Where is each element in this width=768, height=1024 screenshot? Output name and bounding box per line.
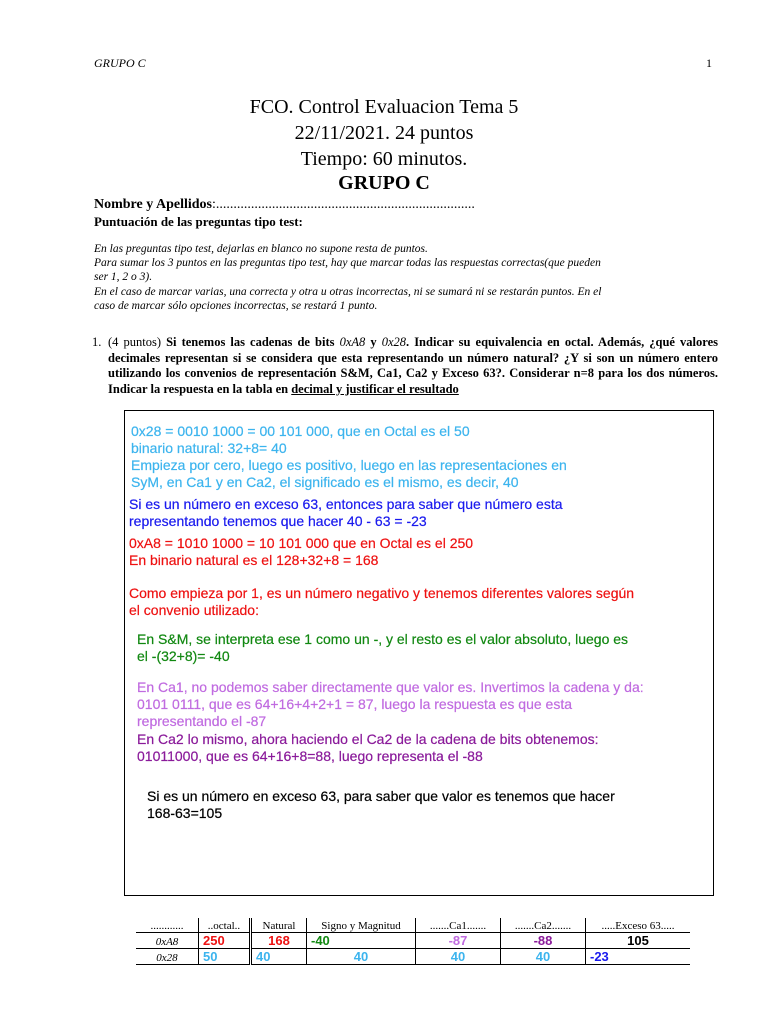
instruction-blank: En las preguntas tipo test, dejarlas en blanco no supone resta de puntos. xyxy=(94,243,428,255)
table-cell xyxy=(251,949,307,965)
table-cell-value: 250 xyxy=(203,933,225,948)
table-cell xyxy=(501,949,586,965)
answer-line-a3: Empieza por cero, luego es positivo, luego en las representaciones en xyxy=(131,457,567,473)
question-code-1: 0xA8 xyxy=(339,335,366,349)
table-cell-value: 168 xyxy=(268,933,290,948)
page-number: 1 xyxy=(706,56,712,70)
question-code-2: 0x28 xyxy=(381,335,406,349)
table-row xyxy=(136,949,690,965)
running-header: GRUPO C xyxy=(94,56,146,70)
name-field-label: Nombre y Apellidos xyxy=(94,197,212,212)
instruction-mixed-a: En el caso de marcar varias, una correcta y otra u otras incorrectas, ni se sumará ni se restarán puntos. En el xyxy=(94,286,602,298)
table-header-cell: Natural xyxy=(251,918,307,933)
table-header-row xyxy=(136,918,690,933)
table-header-cell: ..octal.. xyxy=(199,918,251,933)
instruction-sum-b: ser 1, 2 o 3). xyxy=(94,271,153,283)
name-field xyxy=(94,197,475,213)
table-cell xyxy=(416,933,501,949)
answer-line-h2: 168-63=105 xyxy=(147,805,223,821)
question-text-4: decimal y justificar el resultado xyxy=(291,381,459,396)
question-number: 1. xyxy=(92,335,102,349)
answer-line-f1: En Ca1, no podemos saber directamente que valor es. Invertimos la cadena y da: xyxy=(137,679,644,695)
table-row-label: 0xA8 xyxy=(136,933,199,949)
table-row xyxy=(136,933,690,949)
answer-line-d1: Como empieza por 1, es un número negativo y tenemos diferentes valores según xyxy=(129,585,635,601)
table-cell xyxy=(416,949,501,965)
answer-line-a2: binario natural: 32+8= 40 xyxy=(131,440,287,456)
exam-title: FCO. Control Evaluacion Tema 5 xyxy=(249,96,519,118)
table-cell xyxy=(199,949,251,965)
table-cell xyxy=(501,933,586,949)
instruction-mixed-b: caso de marcar sólo opciones incorrectas, se restará 1 punto. xyxy=(94,300,378,312)
table-header-cell: .....Exceso 63..... xyxy=(586,918,691,933)
table-header-cell: ............ xyxy=(136,918,199,933)
answer-line-g1: En Ca2 lo mismo, ahora haciendo el Ca2 de la cadena de bits obtenemos: xyxy=(137,731,599,747)
table-cell-value: 40 xyxy=(450,949,466,964)
table-cell xyxy=(307,949,416,965)
question-1 xyxy=(92,335,719,397)
results-table xyxy=(136,918,690,965)
answer-line-h1: Si es un número en exceso 63, para saber que valor es tenemos que hacer xyxy=(147,788,615,804)
table-cell-value: 40 xyxy=(256,949,271,964)
instruction-sum-a: Para sumar los 3 puntos en las preguntas tipo test, hay que marcar todas las respuestas correctas(que pueden xyxy=(94,257,601,269)
question-points: (4 puntos) xyxy=(108,335,161,349)
table-cell-value: 50 xyxy=(203,949,218,964)
answer-line-f2: 0101 0111, que es 64+16+4+2+1 = 87, luego la respuesta es que esta xyxy=(137,696,573,712)
table-cell xyxy=(307,933,416,949)
exam-time: Tiempo: 60 minutos. xyxy=(300,148,468,170)
answer-line-a4: SyM, en Ca1 y en Ca2, el significado es el mismo, es decir, 40 xyxy=(131,474,519,490)
table-header-cell: .......Ca2....... xyxy=(501,918,586,933)
answer-line-a1: 0x28 = 0010 1000 = 00 101 000, que en Octal es el 50 xyxy=(131,423,470,439)
table-cell xyxy=(251,933,307,949)
exam-date-points: 22/11/2021. 24 puntos xyxy=(294,122,474,144)
table-cell-value: 40 xyxy=(535,949,551,964)
table-cell xyxy=(586,949,691,965)
table-cell-value: 40 xyxy=(353,949,369,964)
name-field-dots: :.......................................................................... xyxy=(211,197,475,212)
table-cell-value: 105 xyxy=(627,933,649,948)
answer-line-e2: el -(32+8)= -40 xyxy=(137,648,230,664)
answer-line-g2: 01011000, que es 64+16+8=88, luego representa el -88 xyxy=(137,748,483,764)
table-row-label: 0x28 xyxy=(136,949,199,965)
answer-line-e1: En S&M, se interpreta ese 1 como un -, y el resto es el valor absoluto, luego es xyxy=(137,631,629,647)
table-cell xyxy=(199,933,251,949)
answer-line-b2: representando tenemos que hacer 40 - 63 = -23 xyxy=(129,513,427,529)
table-cell-value: -23 xyxy=(590,949,609,964)
table-cell-value: -40 xyxy=(311,933,330,948)
table-header-cell: Signo y Magnitud xyxy=(307,918,416,933)
answer-line-d2: el convenio utilizado: xyxy=(129,602,259,618)
table-header-cell: .......Ca1....... xyxy=(416,918,501,933)
scoring-heading: Puntuación de las preguntas tipo test: xyxy=(94,214,303,229)
answer-line-f3: representando el -87 xyxy=(137,713,267,729)
answer-line-c1: 0xA8 = 1010 1000 = 10 101 000 que en Octal es el 250 xyxy=(129,535,474,551)
answer-box xyxy=(124,410,714,896)
table-cell-value: -87 xyxy=(448,933,468,948)
answer-line-c2: En binario natural es el 128+32+8 = 168 xyxy=(129,552,379,568)
exam-group: GRUPO C xyxy=(338,172,430,194)
table-cell xyxy=(586,933,691,949)
table-cell-value: -88 xyxy=(533,933,553,948)
question-text-1: Si tenemos las cadenas de bits xyxy=(166,335,335,349)
question-text-3: . Indicar su equivalencia en octal. Además, ¿qué valores decimales representan si se considera que esta representando un número natural? ¿Y si son un número entero utilizando los convenios de representación S&M, Ca1, Ca2 y Exceso 63?. Considerar n=8 para los dos números. Indicar la respuesta en la tabla en xyxy=(108,335,719,396)
answer-line-b1: Si es un número en exceso 63, entonces para saber que número esta xyxy=(129,496,563,512)
question-text-2: y xyxy=(370,335,377,349)
